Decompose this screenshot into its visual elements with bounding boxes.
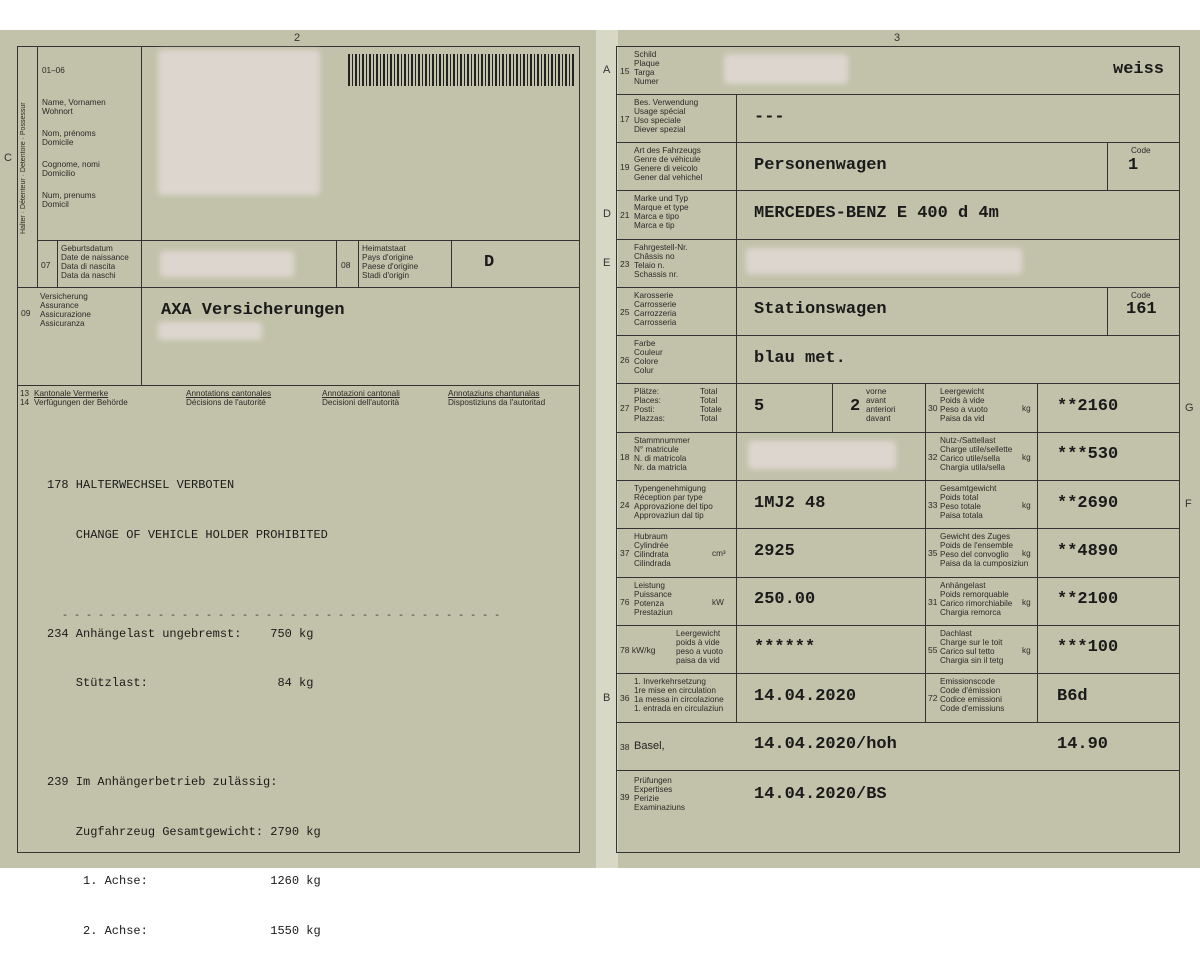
first-registration-value: 14.04.2020	[754, 687, 857, 706]
remarks-dash-line: - - - - - - - - - - - - - - - - - - - - - - - - - - - - - - - - - - - - -	[62, 611, 501, 622]
right-frame-left	[616, 46, 617, 853]
seats-front-labels: vorne avant anteriori davant	[866, 387, 896, 423]
seats-divider	[832, 383, 833, 432]
seats-front-value: 2	[850, 397, 861, 416]
redacted-plate	[724, 54, 848, 84]
holder-column-divider	[37, 46, 38, 287]
row-72-number: 72	[928, 693, 938, 703]
remark-line: 1. Achse: 1260 kg	[47, 874, 321, 888]
row-32-labels: Nutz-/Sattellast Charge utile/sellette Carico utile/sella Chargia utila/sella	[940, 436, 1013, 472]
row-76-unit: kW	[712, 598, 724, 607]
row-19-labels: Art des Fahrzeugs Genre de véhicule Genere di veicolo Gener dal vehichel	[634, 146, 703, 182]
row-37-number: 37	[620, 548, 630, 558]
row-divider	[616, 673, 1180, 674]
row-18-labels: Stammnummer N° matricule N. di matricola Nr. da matricla	[634, 436, 690, 472]
row-76-number: 76	[620, 597, 630, 607]
row-37-unit: cm³	[712, 549, 726, 558]
side-letter-b: B	[603, 692, 611, 704]
displacement-value: 2925	[754, 542, 795, 561]
vehicle-type-value: Personenwagen	[754, 156, 887, 175]
row-33-unit: kg	[1022, 501, 1031, 510]
left-frame-right	[579, 46, 580, 853]
insurance-value: AXA Versicherungen	[161, 301, 345, 320]
mid-value-divider	[1037, 383, 1038, 722]
row-divider	[616, 335, 1180, 336]
train-weight-value: **4890	[1057, 542, 1119, 561]
row-76-labels: Leistung Puissance Potenza Prestaziun	[634, 581, 673, 617]
row-21-number: 21	[620, 210, 630, 220]
row-36-number: 36	[620, 693, 630, 703]
row-26-labels: Farbe Couleur Colore Colur	[634, 339, 663, 375]
cantonal-remarks-it: Annotazioni cantonali Decisioni dell'autorità	[322, 389, 400, 407]
divider-08-left	[336, 240, 337, 287]
row-33-number: 33	[928, 500, 938, 510]
row-24-number: 24	[620, 500, 630, 510]
field-09-number: 09	[21, 308, 31, 318]
right-frame-top	[616, 46, 1180, 47]
row-78-labels: Leergewicht poids à vide peso a vuoto paisa da vid	[676, 629, 723, 665]
row-19-code-label: Code	[1131, 146, 1151, 155]
row-26-number: 26	[620, 355, 630, 365]
empty-weight-value: **2160	[1057, 397, 1119, 416]
make-model-value: MERCEDES-BENZ E 400 d 4m	[754, 204, 999, 223]
row-27-labels: Plätze: Places: Posti: Plazzas:	[634, 387, 665, 423]
divider-13	[17, 385, 580, 386]
cantonal-remarks-fr: Annotations cantonales Décisions de l'autorité	[186, 389, 272, 407]
side-letter-c: C	[4, 152, 12, 164]
row-55-number: 55	[928, 645, 938, 655]
remark-line	[47, 725, 328, 742]
power-value: 250.00	[754, 590, 816, 609]
row-30-unit: kg	[1022, 404, 1031, 413]
field-08-number: 08	[341, 260, 351, 270]
row-25-code-label: Code	[1131, 291, 1151, 300]
trailer-load-value: **2100	[1057, 590, 1119, 609]
page-number-right: 3	[894, 32, 901, 44]
row-30-number: 30	[928, 403, 938, 413]
side-letter-e: E	[603, 257, 611, 269]
vehicle-type-code: 1	[1128, 156, 1139, 175]
left-frame-left	[17, 46, 18, 853]
type-approval-value: 1MJ2 48	[754, 494, 826, 513]
row-divider	[616, 480, 1180, 481]
field-09-labels: Versicherung Assurance Assicurazione Assicuranza	[40, 292, 91, 328]
holder-vertical-label: Halter · Détenteur · Detentore · Possessur	[20, 102, 27, 234]
row-divider	[616, 94, 1180, 95]
field-01-06-number: 01–06	[42, 66, 65, 75]
right-frame-bottom	[616, 852, 1180, 853]
row-divider	[616, 577, 1180, 578]
row-divider	[616, 142, 1180, 143]
side-letter-f: F	[1185, 498, 1192, 510]
row-23-number: 23	[620, 259, 630, 269]
row-divider	[616, 528, 1180, 529]
code-divider-19	[1107, 142, 1108, 190]
row-19-number: 19	[620, 162, 630, 172]
redacted-chassis-number	[746, 248, 1022, 274]
redacted-holder-name	[158, 50, 320, 195]
payload-value: ***530	[1057, 445, 1119, 464]
divider-08-value	[451, 240, 452, 287]
row-27-number: 27	[620, 403, 630, 413]
row-17-number: 17	[620, 114, 630, 124]
row-35-unit: kg	[1022, 549, 1031, 558]
redacted-matriculation-number	[748, 441, 896, 469]
field-07-number: 07	[41, 260, 51, 270]
redacted-birthdate	[160, 251, 294, 277]
divider-09	[17, 287, 580, 288]
roof-load-value: ***100	[1057, 638, 1119, 657]
row-15-labels: Schild Plaque Targa Numer	[634, 50, 660, 86]
page-gutter	[596, 30, 618, 868]
row-25-labels: Karosserie Carrosserie Carrozzeria Carrosseria	[634, 291, 677, 327]
row-78-number: 78 kW/kg	[620, 645, 656, 655]
row-31-labels: Anhängelast Poids remorquable Carico rimorchiabile Chargia remorca	[940, 581, 1013, 617]
row-18-number: 18	[620, 452, 630, 462]
row-35-number: 35	[928, 548, 938, 558]
row-33-labels: Gesamtgewicht Poids total Peso totale Paisa totala	[940, 484, 997, 520]
row-30-labels: Leergewicht Poids à vide Peso a vuoto Paisa da vid	[940, 387, 988, 423]
special-use-value: ---	[754, 108, 785, 127]
plate-color-value: weiss	[1113, 60, 1165, 79]
cantonal-remarks-de: Kantonale Vermerke Verfügungen der Behörde	[34, 389, 128, 407]
row-32-number: 32	[928, 452, 938, 462]
row-55-labels: Dachlast Charge sur le toit Carico sul tetto Chargia sin il tetg	[940, 629, 1004, 665]
row-35-labels: Gewicht des Zuges Poids de l'ensemble Peso del convoglio Paisa da la cumposiziun	[940, 532, 1029, 568]
row-21-labels: Marke und Typ Marque et type Marca e tipo Marca e tip	[634, 194, 689, 230]
row-divider	[616, 432, 1180, 433]
row-15-number: 15	[620, 66, 630, 76]
row-55-unit: kg	[1022, 646, 1031, 655]
field-07-labels: Geburtsdatum Date de naissance Data di nascita Data da naschi	[61, 244, 129, 280]
remark-line: 178 HALTERWECHSEL VERBOTEN	[47, 478, 235, 492]
row-divider	[616, 770, 1180, 771]
row-25-number: 25	[620, 307, 630, 317]
remark-line: CHANGE OF VEHICLE HOLDER PROHIBITED	[47, 527, 328, 542]
cantonal-remarks-rm: Annotaziuns chantunalas Dispostiziuns da l'autoritad	[448, 389, 546, 407]
row-39-number: 39	[620, 792, 630, 802]
issue-place: Basel,	[634, 740, 665, 752]
row-39-labels: Prüfungen Expertises Perizie Examinaziuns	[634, 776, 685, 812]
field-08-value: D	[484, 253, 495, 272]
seats-total-value: 5	[754, 397, 765, 416]
row-37-labels: Hubraum Cylindrée Cilindrata Cilindrada	[634, 532, 671, 568]
holder-name-labels: Name, Vornamen Wohnort Nom, prénoms Domicile Cognome, nomi Domicilio Num, prenums Domicil	[42, 98, 106, 209]
row-17-labels: Bes. Verwendung Usage spécial Uso speciale Diever spezial	[634, 98, 699, 134]
remark-line: 234 Anhängelast ungebremst: 750 kg	[47, 626, 314, 641]
remark-line: Zugfahrzeug Gesamtgewicht: 2790 kg	[47, 824, 321, 839]
row-divider	[616, 383, 1180, 384]
row-divider	[616, 722, 1180, 723]
remark-line: 239 Im Anhängerbetrieb zulässig:	[47, 775, 278, 789]
label-column-divider	[141, 46, 142, 385]
remarks-block	[47, 444, 328, 956]
page-number-left: 2	[294, 32, 301, 44]
divider-08-num	[358, 240, 359, 287]
barcode	[348, 54, 576, 86]
side-letter-d: D	[603, 208, 611, 220]
right-frame-right	[1179, 46, 1180, 853]
row-32-unit: kg	[1022, 453, 1031, 462]
row-27-total-labels: Total Total Totale Total	[700, 387, 722, 423]
divider-07	[37, 240, 580, 241]
row-36-labels: 1. Inverkehrsetzung 1re mise en circulation 1a messa in circolazione 1. entrada en circulaziun	[634, 677, 724, 713]
row-24-labels: Typengenehmigung Réception par type Approvazione del tipo Approvaziun dal tip	[634, 484, 713, 520]
fee-value: 14.90	[1057, 735, 1109, 754]
field-13-14-numbers: 13 14	[20, 389, 30, 407]
remark-line: 2. Achse: 1550 kg	[47, 923, 321, 938]
row-divider	[616, 625, 1180, 626]
emission-code-value: B6d	[1057, 687, 1088, 706]
row-38-number: 38	[620, 742, 630, 752]
remark-line	[47, 576, 328, 593]
issue-date-value: 14.04.2020/hoh	[754, 735, 897, 754]
row-31-unit: kg	[1022, 598, 1031, 607]
side-letter-g: G	[1185, 402, 1194, 414]
divider-07-num	[57, 240, 58, 287]
side-letter-a: A	[603, 64, 611, 76]
code-divider-25	[1107, 287, 1108, 335]
label-value-divider	[736, 94, 737, 722]
remark-line: Stützlast: 84 kg	[47, 676, 314, 690]
left-frame-top	[17, 46, 580, 47]
mid-divider	[925, 383, 926, 722]
total-weight-value: **2690	[1057, 494, 1119, 513]
power-weight-ratio-value: ******	[754, 638, 816, 657]
body-type-code: 161	[1126, 300, 1157, 319]
inspection-value: 14.04.2020/BS	[754, 785, 887, 804]
redacted-insurance-number	[158, 322, 262, 340]
row-72-labels: Emissionscode Code d'émission Codice emissioni Code d'emissiuns	[940, 677, 1005, 713]
field-08-labels: Heimatstaat Pays d'origine Paese d'origine Stadi d'origin	[362, 244, 419, 280]
row-divider	[616, 190, 1180, 191]
color-value: blau met.	[754, 349, 846, 368]
row-23-labels: Fahrgestell-Nr. Châssis no Telaio n. Schassis nr.	[634, 243, 688, 279]
row-divider	[616, 239, 1180, 240]
row-31-number: 31	[928, 597, 938, 607]
body-type-value: Stationswagen	[754, 300, 887, 319]
row-divider	[616, 287, 1180, 288]
